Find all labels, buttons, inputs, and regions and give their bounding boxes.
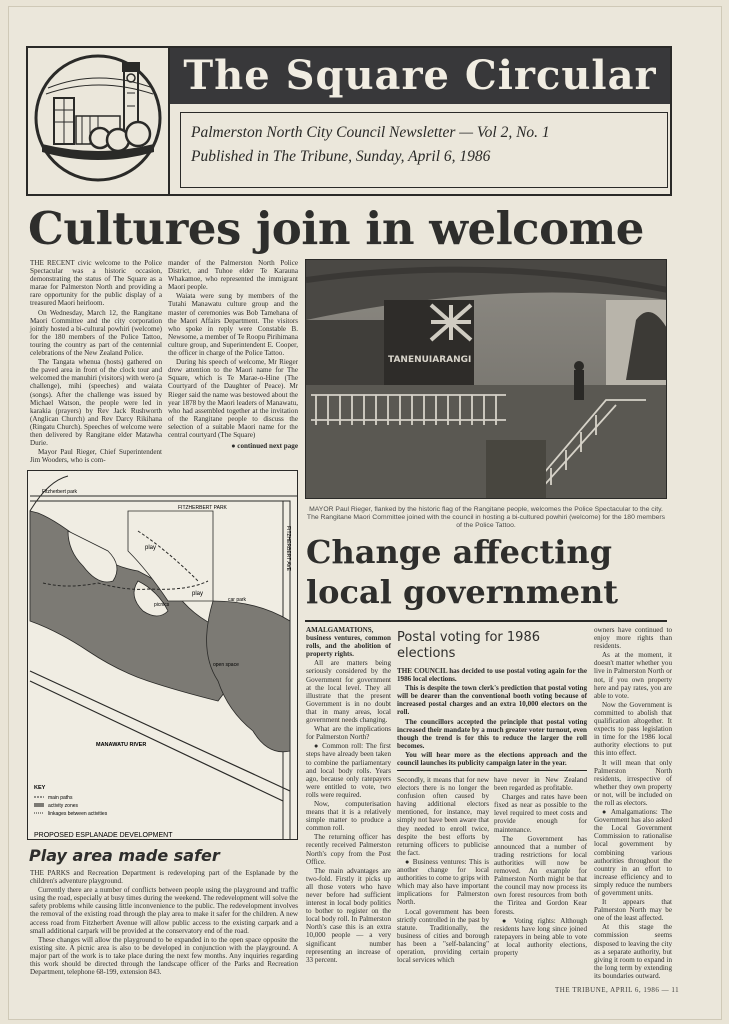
map-key-title: KEY (34, 785, 46, 791)
lead-paragraph: During his speech of welcome, Mr Rieger drew attention to the Maori name for The Square, which is Te Marae-o-Hine (The Courtyard of the Daughter of Peace). Mr Rieger said the name was bestowed about the year 1878 by the Maori leaders of Manawatu, who had assembled together at the invitation of the Rangitane people to discuss the selection of a suitable Maori name for the central courtyard (The Square) (168, 358, 298, 439)
gov-paragraph: have never in New Zealand been regarded as profitable. (494, 776, 587, 793)
gov-paragraph: Secondly, it means that for new electors there is no longer the confusion often caused by having additional electors mentioned, for instance, may simply not have been aware that they needed to enroll twice, despite the best efforts by returning officers to publicise the fact. (397, 776, 489, 857)
gov-paragraph: ● Voting rights: Although residents have long since joined ratepayers in being able to vote at local authority elections, property (494, 916, 587, 957)
subtitle-line-1: Palmerston North City Council Newsletter — Vol 2, No. 1 (191, 124, 550, 141)
lead-paragraph: On Wednesday, March 12, the Rangitane Maori Committee and the city corporation jointly hosted a bi-cultural powhiri (welcome) for the 180 members of the Police Tattoo, touring the country as part of the centennial celebrations of the New Zealand Police. (30, 308, 162, 358)
map-label-avenue: FITZHERBERT AVE (285, 526, 291, 572)
section-rule (305, 620, 667, 622)
play-paragraph: THE PARKS and Recreation Department is redeveloping part of the Esplanade by the children's adventure playground. (30, 869, 298, 886)
map-label-picnics: picnics (154, 602, 170, 608)
map-title: PROPOSED ESPLANADE DEVELOPMENT (34, 832, 173, 839)
lead-column-1 (30, 259, 162, 465)
postal-story (397, 667, 587, 768)
lead-paragraph: The Tangata whenua (hosts) gathered on the paved area in front of the clock tour and welcomed the manuhiri (visitors) with wero (a challenge), mihi (speeches) and waiata (songs). After the challenge was issued by Michael Watson, the people were led in karakia (prayers) by Rev Jack Rushworth (Anglican Church) and Rev Darcy Rikihana (Ringatu Church). Speeches of welcome were then delivered by Rangitane elder Matawha Durie. (30, 358, 162, 448)
lead-paragraph: Waiata were sung by members of the Tutahi Manawatu culture group and the master of ceremonies was Bob Tamehana of the Maori Affairs Department. The visitors who spoke in reply were Constable B. Newsome, a member of Te Roopu Pirihimana culture group, and Superintendent E. Cooper, the officer in charge of the Police Tattoo. (168, 292, 298, 358)
gov-paragraph: At this stage the commission seems disposed to leaving the city as a separate authority, but giving it room to expand in the long term by extending its boundaries outward. (594, 923, 672, 980)
map-label-play-1: play (145, 545, 157, 551)
gov-paragraph: AMALGAMATIONS, business ventures, common rolls, and the abolition of property rights. (306, 626, 391, 659)
play-paragraph: These changes will allow the playground to be expanded in to the open space opposite the existing site. A picnic area is also to be developed in conjunction with the playground. A major part of the work is to take place during the next few months. Any inquiries regarding this work should be directed through the landscape officer of the Parks and Recreation Department, telephone 68-199, extension 843. (30, 935, 298, 977)
clock-tower-logo-icon (28, 48, 168, 192)
gov-paragraph: Now the Government is committed to abolish that qualification altogether. It expects to pass legislation in time for the 1986 local authority elections to put this into effect. (594, 700, 672, 758)
gov-paragraph: ● Business ventures: This is another change for local authorities to come to grips with which may also have important implications for Palmerston North. (397, 857, 490, 907)
postal-paragraph: This is despite the town clerk's prediction that postal voting will be dearer than the conventional booth voting because of increased postal charges and an extra 10,000 electors on the roll. (397, 684, 587, 717)
lead-paragraph: Mayor Paul Rieger, Chief Superintendent Jim Wooders, who is com- (30, 448, 162, 465)
gov-paragraph: Charges and rates have been fixed as near as possible to the level required to meet costs and provide enough for maintenance. (494, 793, 587, 834)
lead-paragraph: mander of the Palmerston North Police District, and Tuhoe elder Te Karauna Whakamoe, who represented the immigrant Maori people. (168, 259, 298, 292)
map-label-openspace: open space (213, 662, 239, 668)
gov-paragraph: As at the moment, it doesn't matter whether you live in Palmerston North or not, if you own property here and pay rates, you are able to vote. (594, 651, 672, 700)
gov-paragraph: All are matters being seriously considered by the Government for government at the local level. They all illustrate that the present Government is in no doubt that in many areas, local government needs changing. (306, 659, 391, 725)
lead-paragraph: THE RECENT civic welcome to the Police Spectacular was a historic occasion, demonstrating the status of The Square as a marae for Palmerston North and providing a rare opportunity for the public display of a treasured Maori heirloom. (30, 259, 162, 308)
gov-headline (306, 532, 666, 612)
gov-paragraph: Local government has been strictly controlled in the past by statute. Traditionally, the business of cities and borough has been a "self-balancing" operation, providing certain local services which (397, 907, 489, 965)
esplanade-map (27, 470, 298, 840)
masthead-title: The Square Circular (170, 48, 670, 104)
gov-paragraph: ● Common roll: The first steps have already been taken to combine the parliamentary and local body rolls. Years ago, because only ratepayers were entitled to vote, two rolls were required. (306, 742, 391, 799)
postal-rule (397, 770, 587, 771)
subtitle-line-2: Published in The Tribune, Sunday, April 6, 1986 (191, 148, 491, 165)
lead-headline: Cultures join in welcome (28, 202, 644, 255)
map-label-street: FITZHERBERT PARK (178, 505, 227, 511)
postal-paragraph: You will hear more as the elections approach and the council launches its publicity campaign later in the year. (397, 750, 587, 768)
map-label-river: MANAWATU RIVER (96, 742, 147, 748)
gov-paragraph: owners have continued to enjoy more rights than residents. (594, 626, 672, 651)
gov-paragraph: The returning officer has recently received Palmerston North's copy from the Post Office. (306, 833, 391, 866)
gov-paragraph: Now, computerisation means that it is a relatively simple matter to produce a common roll. (306, 799, 391, 833)
lead-column-2 (168, 259, 298, 451)
gov-paragraph: It appears that Palmerston North may be one of the least affected. (594, 898, 672, 923)
masthead-subtitle (180, 112, 668, 188)
map-key-item: activity zones (48, 803, 79, 809)
postal-headline: Postal voting for 1986 elections (397, 630, 540, 661)
gov-column-1 (306, 626, 391, 965)
photo-caption: MAYOR Paul Rieger, flanked by the historic flag of the Rangitane people, welcomes the Police Spectacular to the city. The Rangitane Maori Committee joined with the council in hosting a bi-cultured powhiri (welcome) for the 180 members of the Police Tattoo. (306, 506, 666, 529)
postal-paragraph: THE COUNCIL has decided to use postal voting again for the 1986 local elections. (397, 667, 587, 684)
map-key-item: linkages between activities (48, 811, 108, 817)
gov-headline-line-2: local government (306, 573, 619, 611)
gov-column-3 (494, 776, 587, 958)
map-label-play-2: play (192, 591, 204, 597)
play-paragraph: Currently there are a number of conflicts between people using the playground and traffic using the road, especially at busy times during the weekend. The redevelopment will solve the safety problems while causing little inconvenience to the public. The redevelopment involves the removal of the existing road through the play area to make it safer for the children. A new access road from Fitzherbert Avenue will allow public access to the existing carpark and a small additional carpark will be provided at the conservatory end of the road. (30, 886, 298, 935)
gov-paragraph: What are the implications for Palmerston North? (306, 725, 391, 742)
page-footer: THE TRIBUNE, APRIL 6, 1986 — 11 (555, 986, 680, 994)
gov-paragraph: The Government has announced that a number of trading restrictions for local authorities will now be removed. An example for Palmerston North might be that the council may now process its own forest resources from both the Tiritea and Gordon Kear forests. (494, 834, 587, 916)
gov-column-2 (397, 776, 489, 965)
photo-banner-text: TANENUIARANGI (388, 355, 472, 365)
gov-column-4 (594, 626, 672, 981)
masthead-logo (28, 48, 170, 194)
esplanade-map-drawing (28, 471, 298, 840)
gov-headline-line-1: Change affecting (306, 533, 613, 571)
play-story (30, 869, 298, 977)
gov-paragraph: It will mean that only Palmerston North residents, irrespective of whether they own property or not, will be included on the roll as electors. (594, 758, 672, 807)
gov-paragraph: The main advantages are two-fold. Firstly it picks up all those voters who have never before had sufficient interest in local body politics to bother to register on the local body roll. In Palmerston North's case this is an extra 10,000 people — a very significant number representing an increase of 33 percent. (306, 866, 391, 964)
continued-next-page: ● continued next page (231, 442, 298, 451)
ceremony-photo (305, 259, 667, 499)
play-headline: Play area made safer (29, 846, 220, 865)
ceremony-photo-image (306, 260, 667, 499)
postal-paragraph: The councillors accepted the principle that postal voting increased their mandate by a much greater voter turnout, even though the trend is for this to reduce the larger the roll becomes. (397, 717, 587, 750)
map-key-item: main paths (48, 795, 73, 801)
gov-paragraph: ● Amalgamations: The Government has also asked the Local Government Commission to rationalise local government by combining various authorities throughout the country in an effort to increase efficiency and to simply reduce the numbers of government units. (594, 808, 672, 897)
masthead (26, 46, 672, 196)
map-label-park: Fitzherbert park (42, 489, 78, 495)
map-label-carpark: car park (228, 597, 247, 603)
